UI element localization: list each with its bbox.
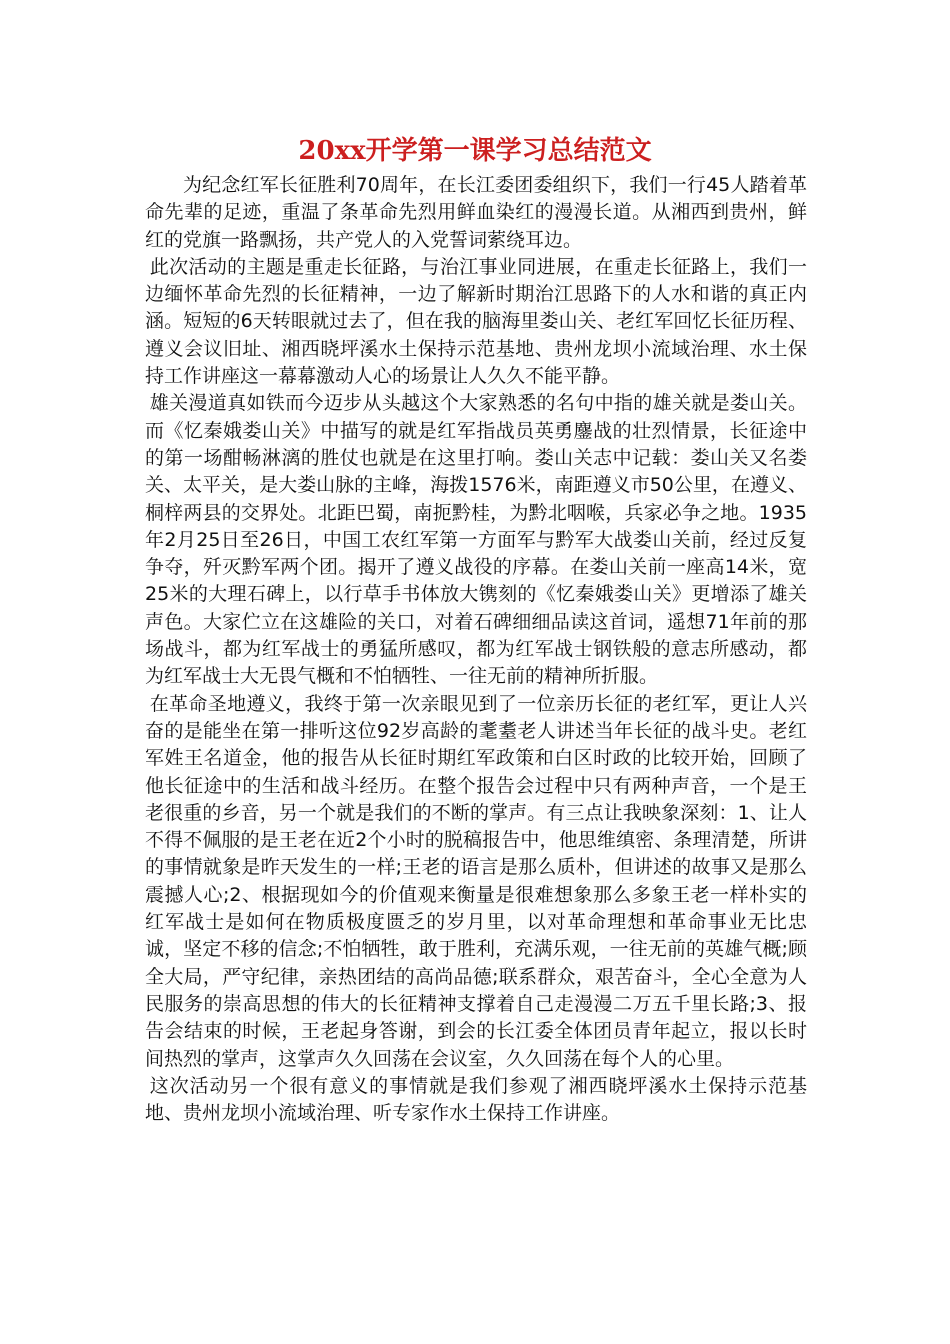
paragraph-soil-conservation-visit: 这次活动另一个很有意义的事情就是我们参观了湘西晓坪溪水土保持示范基地、贵州龙坝小流域治理、听专家作水土保持工作讲座。 xyxy=(145,1074,807,1125)
document-title: 20xx开学第一课学习总结范文 xyxy=(298,136,652,166)
paragraph-intro: 为纪念红军长征胜利70周年，在长江委团委组织下，我们一行45人踏着革命先辈的足迹，重温了条革命先烈用鲜血染红的漫漫长道。从湘西到贵州，鲜红的党旗一路飘扬，共产党人的入党誓词萦绕耳边。 xyxy=(145,174,807,251)
document-body xyxy=(145,172,807,1127)
paragraph-loushan-pass: 雄关漫道真如铁而今迈步从头越这个大家熟悉的名句中指的雄关就是娄山关。而《忆秦娥娄山关》中描写的就是红军指战员英勇鏖战的壮烈情景，长征途中的第一场酣畅淋漓的胜仗也就是在这里打响。娄山关志中记载：娄山关又名娄关、太平关，是大娄山脉的主峰，海拨1576米，南距遵义市50公里，在遵义、桐梓两县的交界处。北距巴蜀，南扼黔桂，为黔北咽喉，兵家必争之地。1935年2月25日至26日，中国工农红军第一方面军与黔军大战娄山关前，经过反复争夺，歼灭黔军两个团。揭开了遵义战役的序幕。在娄山关前一座高14米，宽25米的大理石碑上，以行草手书体放大镌刻的《忆秦娥娄山关》更增添了雄关声色。大家伫立在这雄险的关口，对着石碑细细品读这首词，遥想71年前的那场战斗，都为红军战士的勇猛所感叹，都为红军战士钢铁般的意志所感动，都为红军战士大无畏气概和不怕牺牲、一往无前的精神所折服。 xyxy=(145,392,807,688)
paragraph-veteran-report: 在革命圣地遵义，我终于第一次亲眼见到了一位亲历长征的老红军，更让人兴奋的是能坐在第一排听这位92岁高龄的耄耋老人讲述当年长征的战斗史。老红军姓王名道金，他的报告从长征时期红军政策和白区时政的比较开始，回顾了他长征途中的生活和战斗经历。在整个报告会过程中只有两种声音，一个是王老很重的乡音，另一个就是我们的不断的掌声。有三点让我映象深刻：1、让人不得不佩服的是王老在近2个小时的脱稿报告中，他思维缜密、条理清楚，所讲的事情就象是昨天发生的一样;王老的语言是那么质朴，但讲述的故事又是那么震撼人心;2、根据现如今的价值观来衡量是很难想象那么多象王老一样朴实的红军战士是如何在物质极度匮乏的岁月里，以对革命理想和革命事业无比忠诚，坚定不移的信念;不怕牺牲，敢于胜利，充满乐观，一往无前的英雄气概;顾全大局，严守纪律，亲热团结的高尚品德;联系群众，艰苦奋斗，全心全意为人民服务的崇高思想的伟大的长征精神支撑着自己走漫漫二万五千里长路;3、报告会结束的时候，王老起身答谢，到会的长江委全体团员青年起立，报以长时间热烈的掌声，这掌声久久回荡在会议室，久久回荡在每个人的心里。 xyxy=(145,692,807,1070)
paragraph-activity-theme: 此次活动的主题是重走长征路，与治江事业同进展，在重走长征路上，我们一边缅怀革命先烈的长征精神，一边了解新时期治江思路下的人水和谐的真正内涵。短短的6天转眼就过去了，但在我的脑海里娄山关、老红军回忆长征历程、遵义会议旧址、湘西晓坪溪水土保持示范基地、贵州龙坝小流域治理、水土保持工作讲座这一幕幕激动人心的场景让人久久不能平静。 xyxy=(145,255,807,388)
